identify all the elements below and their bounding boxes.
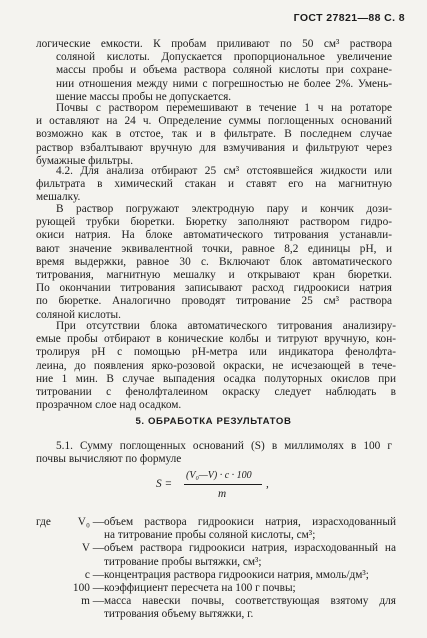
text-line: соляной кислоты. (36, 308, 121, 321)
text-line: вают значение эквивалентной точки, равное 8,2 единицы pH, и (36, 242, 392, 255)
definition-symbol: m — (81, 595, 104, 608)
text-line: титровании с фенолфталеином окраску следует наблюдать в (36, 385, 396, 398)
definitions-list (36, 516, 396, 622)
definition-text: масса навески почвы, соответствующая взятому для (104, 595, 396, 608)
text-line: массы пробы и объема раствора соляной кислоты при сохране- (56, 64, 392, 77)
text-line: 4.2. Для анализа отбирают 25 см³ отстоявшейся жидкости или (56, 165, 392, 177)
definition-row (36, 542, 396, 555)
text-line: нии отношения между ними с погрешностью не более 2%. Умень- (56, 77, 392, 90)
text-line: соляной кислоты. Допускается пропорциональное увеличение (56, 51, 392, 64)
definition-symbol: V — (81, 542, 104, 555)
definition-text: на титрование пробы соляной кислоты, см³; (104, 529, 316, 542)
text-line: время выдержки, равное 30 с. Включают блок автоматического (36, 255, 392, 268)
text-line: рующей трубки бюретки. Бюретку заполняют раствором гидро- (36, 216, 392, 229)
text-line: леина, до появления ярко-розовой окраски, не исчезающей в тече- (36, 359, 396, 372)
definition-row (36, 516, 396, 529)
definition-text: коэффициент пересчета на 100 г почвы; (104, 581, 296, 594)
text-line: По окончании титрования записывают расход гидроокиси натрия (36, 282, 392, 295)
paragraph-5-1 (36, 440, 392, 466)
text-line: шение массы пробы не допускается. (56, 90, 232, 103)
fraction-bar (184, 484, 262, 485)
formula-tail: , (266, 478, 269, 490)
definition-row (36, 582, 396, 595)
text-line: емые пробы отбирают в конические колбы и титруют вручную, кон- (36, 333, 396, 346)
definition-row (36, 595, 396, 608)
text-line: прозрачном слое над осадком. (36, 399, 182, 412)
text-line: фильтрата в химический стакан и ставят его на магнитную (36, 178, 392, 191)
section-title: 5. ОБРАБОТКА РЕЗУЛЬТАТОВ (135, 416, 292, 427)
definition-text: концентрация раствора гидроокиси натрия, ммоль/дм³; (104, 568, 369, 581)
paragraph-manual-titration (36, 320, 396, 412)
text-line: ние 1 мин. В случае выпадения осадка полуторных окислов при (36, 372, 396, 385)
text-line: окиси натрия. На блоке автоматического титрования устанавли- (36, 229, 392, 242)
text-line: раствор взбалтывают вручную для взмучивания и фильтруют через (36, 141, 392, 154)
text-line: бумажные фильтры. (36, 154, 134, 167)
text-line: титрования, магнитную мешалку и открывают кран бюретки. (36, 268, 392, 281)
paragraph-titration (36, 203, 392, 322)
definition-text: объем раствора гидроокиси натрия, израсходованный на (104, 542, 396, 555)
paragraph-sample-preparation (36, 38, 392, 104)
text-line: возможно как в отстое, так и в фильтрате. В последнем случае (36, 128, 392, 141)
definition-row (36, 529, 396, 542)
formula-denominator: m (218, 488, 227, 500)
text-line: В раствор погружают электродную пару и кончик дози- (56, 203, 392, 215)
text-line: почвы вычисляют по формуле (36, 453, 182, 466)
text-line: Почвы с раствором перемешивают в течение 1 ч на ротаторе (56, 102, 392, 114)
definition-text: объем раствора гидроокиси натрия, израсходованный (104, 516, 396, 528)
text-line: и оставляют на 24 ч. Определение суммы поглощенных оснований (36, 115, 392, 128)
definition-text: титрование пробы вытяжки, см³; (104, 555, 262, 568)
paragraph-4-2 (36, 165, 392, 205)
text-line: 5.1. Сумму поглощенных оснований (S) в миллимолях в 100 г (56, 440, 392, 452)
page-header: ГОСТ 27821—88 С. 8 (293, 12, 405, 24)
definition-text: титрования объему вытяжки, г. (104, 608, 254, 621)
definition-symbol: V₀ — (77, 516, 104, 528)
definition-symbol: c — (84, 568, 104, 581)
definition-row (36, 569, 396, 582)
text-line: При отсутствии блока автоматического титрования анализиру- (56, 320, 396, 332)
text-line: мешалку. (36, 191, 81, 204)
definition-row (36, 556, 396, 569)
definition-row (36, 608, 396, 621)
formula-numerator: (V₀—V) · c · 100 (186, 470, 252, 481)
text-line: по бюретке. Аналогично проводят титрование 25 см³ раствора (36, 295, 392, 308)
formula-lhs: S = (156, 478, 173, 490)
where-prefix: где (36, 516, 51, 528)
formula (156, 467, 296, 503)
definition-symbol: 100 — (72, 581, 104, 594)
text-line: тролируя pH с помощью pH-метра или индикатора фенолфта- (36, 346, 396, 359)
paragraph-mixing (36, 102, 392, 168)
text-line: логические емкости. К пробам приливают по 50 см³ раствора (36, 38, 392, 50)
